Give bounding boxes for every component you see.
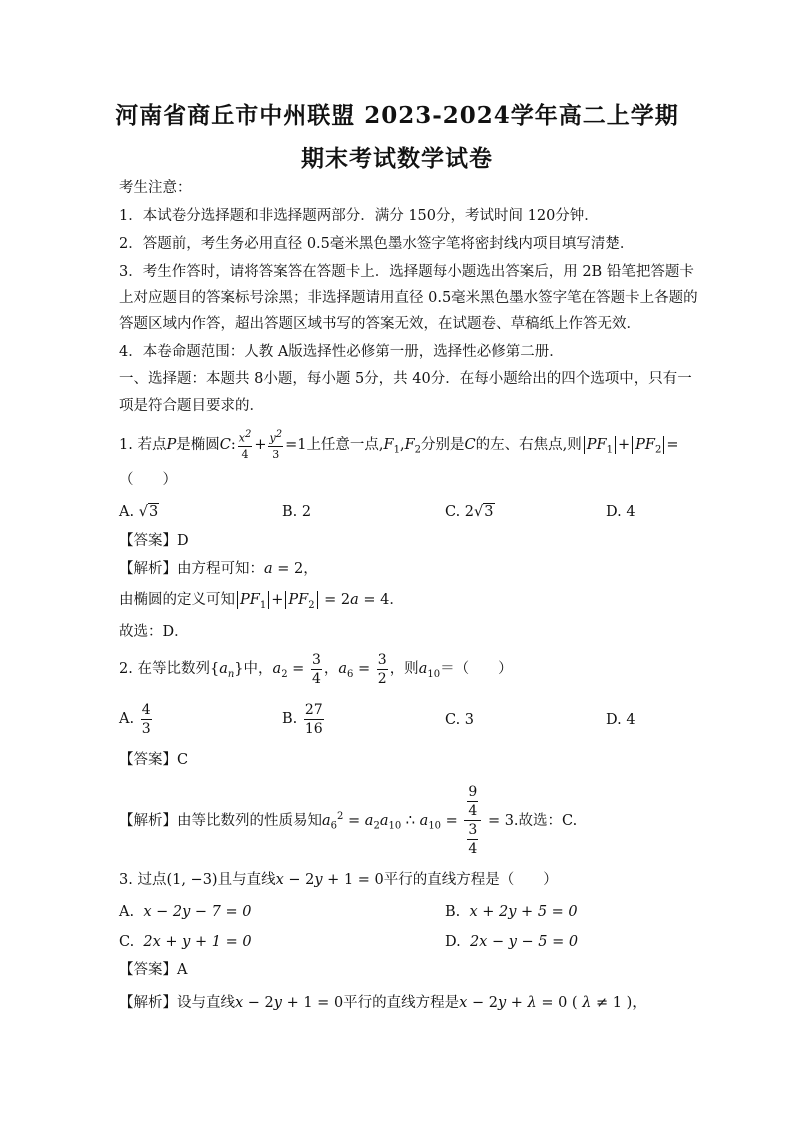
note-2: 2．答题前，考生务必用直径 0.5毫米黑色墨水签字笔将密封线内项目填写清楚．: [119, 236, 635, 252]
note-4: 4．本卷命题范围：人教 A版选择性必修第一册，选择性必修第二册．: [119, 344, 564, 360]
question-2-stem: 2. 在等比数列$\{a_n\}$中，$a_2$ = $\frac{3}{4}$ ，$a_6$ = $\frac{3}{2}$ ，则$a_{10}=$（ ）: [119, 651, 513, 687]
q2-answer: 【答案】C: [119, 752, 189, 768]
q1-option-b: B. 2: [282, 504, 312, 520]
q3-analysis: 【解析】设与直线x − 2y + 1 = 0平行的直线方程是x − 2y + λ = 0 ( λ ≠ 1 )，: [119, 995, 647, 1011]
question-1-paren: （ ）: [119, 472, 177, 488]
q2-analysis: 【解析】由等比数列的性质易知$a_6^2 = a_2a_{10}$ ∴ $a_{10}$ = $\frac{\frac{9}{4}}{\frac{3}{4}}$ = 3.故选：C.: [119, 784, 578, 858]
q2-option-d: D. 4: [606, 712, 636, 728]
question-3-stem: 3. 过点(1, −3)且与直线x − 2y + 1 = 0平行的直线方程是（ ）: [119, 872, 558, 888]
q3-answer: 【答案】A: [119, 962, 188, 978]
compound-fraction: $\frac{\frac{9}{4}}{\frac{3}{4}}$: [464, 785, 481, 856]
note-3b: 上对应题目的答案标号涂黑；非选择题请用直径 0.5毫米黑色墨水签字笔在答题卡上各题的: [119, 290, 698, 306]
q1-option-a: A. √3: [119, 504, 159, 520]
q1-answer: 【答案】D: [119, 533, 189, 549]
notes-heading: 考生注意：: [119, 180, 192, 196]
q1-option-d: D. 4: [606, 504, 636, 520]
q1-conclusion: 故选：D．: [119, 624, 189, 640]
note-3a: 3．考生作答时，请将答案答在答题卡上．选择题每小题选出答案后，用 2B 铅笔把答题卡: [119, 264, 694, 280]
fraction-x2-over-4: $\frac{x^2}{4}$: [238, 429, 252, 461]
q3-option-d: D. 2x − y − 5 = 0: [445, 934, 579, 950]
exam-title-line2: 期末考试数学试卷: [301, 145, 493, 172]
q1-option-c: C. 2√3: [445, 504, 494, 520]
q1-analysis-2: 由椭圆的定义可知 $PF_1 + PF_2 = 2a = 4$．: [119, 592, 404, 611]
section-instruction-a: 一、选择题：本题共 8小题，每小题 5分，共 40分．在每小题给出的四个选项中，只有一: [119, 371, 692, 387]
q3-option-c: C. 2x + y + 1 = 0: [119, 934, 252, 950]
fraction-y2-over-3: $\frac{y^2}{3}$: [269, 429, 283, 461]
q2-option-a: A. $\frac{4}{3}$: [119, 701, 151, 737]
q3-option-b: B. x + 2y + 5 = 0: [445, 904, 578, 920]
q1-analysis-1: 【解析】由方程可知：a = 2，: [119, 561, 318, 577]
q3-option-a: A. x − 2y − 7 = 0: [119, 904, 252, 920]
note-1: 1．本试卷分选择题和非选择题两部分．满分 150分，考试时间 120分钟．: [119, 208, 599, 224]
q2-option-c: C. 3: [445, 712, 475, 728]
sqrt-3: √3: [138, 504, 159, 520]
exam-title-line1: 河南省商丘市中州联盟 2023-2024学年高二上学期: [115, 102, 679, 129]
question-1-stem: 1. 若点P是椭圆C: $\frac{x^2}{4}$ + $\frac{y^2}{3}$ =1上任意一点$,F_1,F_2$分别是C的左、右焦点,则 $PF_1 + PF_2$ =: [119, 429, 679, 461]
note-3c: 答题区域内作答，超出答题区域书写的答案无效，在试题卷、草稿纸上作答无效．: [119, 316, 641, 332]
section-instruction-b: 项是符合题目要求的．: [119, 398, 264, 414]
q2-option-b: B. $\frac{27}{16}$: [282, 701, 323, 737]
